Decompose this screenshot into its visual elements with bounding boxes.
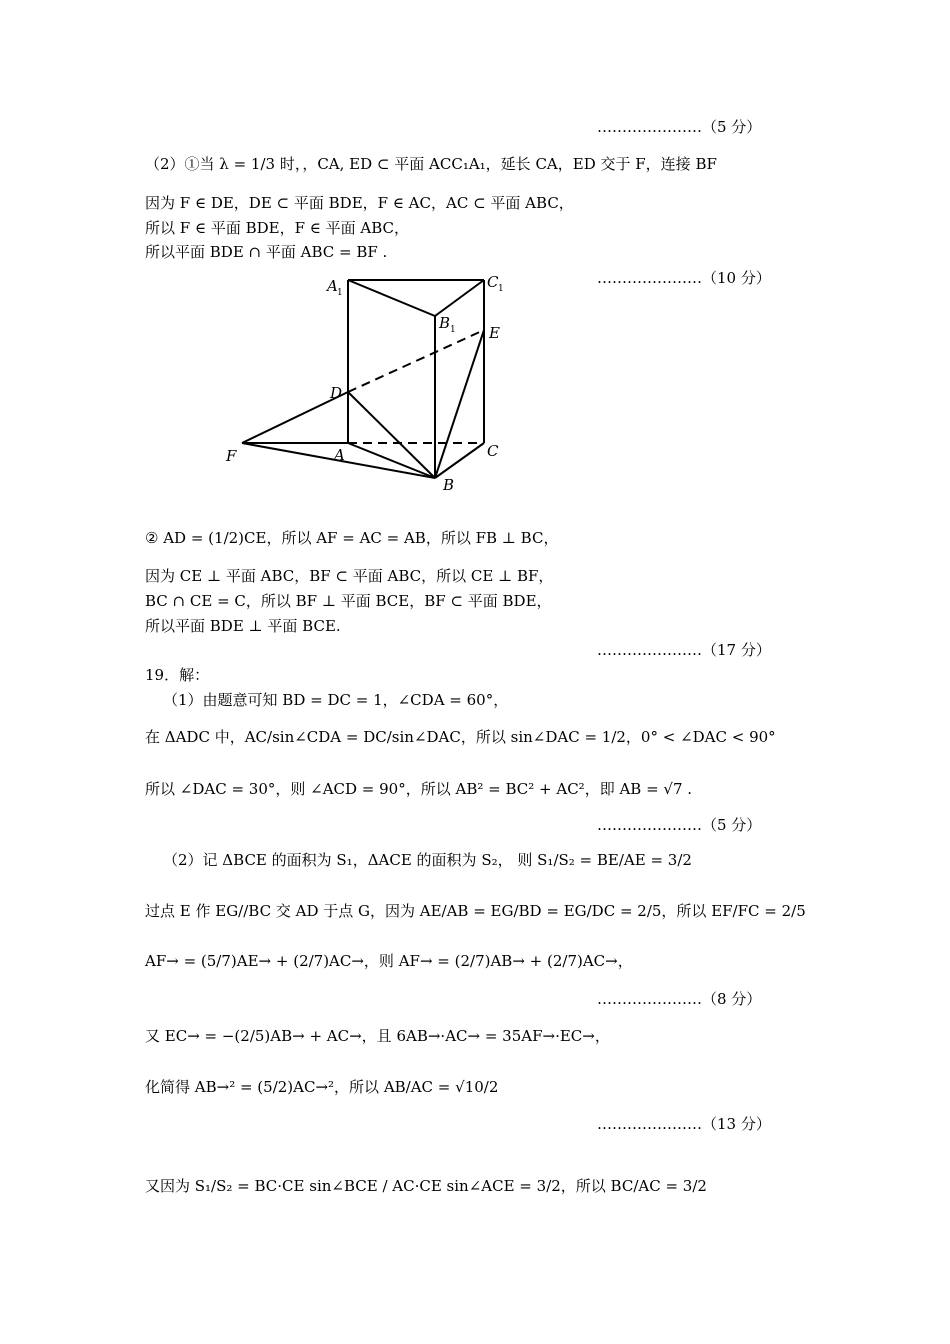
solution-line: 又 EC→ = −(2/5)AB→ + AC→，且 6AB→·AC→ = 35AF→·EC→， [145,1027,610,1045]
score-marker: …………………（8 分） [597,990,762,1008]
label-E: E [489,324,500,342]
label-D: D [330,384,343,402]
score-marker: …………………（13 分） [597,1115,771,1133]
solution-line: 过点 E 作 EG//BC 交 AD 于点 G，因为 AE/AB = EG/BD = EG/DC = 2/5，所以 EF/FC = 2/5 [145,902,806,920]
label-F: F [226,447,237,465]
solution-line: （2）①当 λ = 1/3 时，，CA, ED ⊂ 平面 ACC₁A₁，延长 CA，ED 交于 F，连接 BF [145,155,717,173]
solution-line: 所以平面 BDE ∩ 平面 ABC = BF . [145,243,388,261]
solution-line: ② AD = (1/2)CE，所以 AF = AC = AB，所以 FB ⊥ BC， [145,529,559,547]
solution-line: 又因为 S₁/S₂ = BC·CE sin∠BCE / AC·CE sin∠ACE = 3/2，所以 BC/AC = 3/2 [145,1177,707,1195]
label-A1-sub: 1 [337,288,343,298]
solution-line: AF→ = (5/7)AE→ + (2/7)AC→，则 AF→ = (2/7)AB→ + (2/7)AC→， [145,952,633,970]
solution-line: 因为 CE ⊥ 平面 ABC，BF ⊂ 平面 ABC，所以 CE ⊥ BF， [145,567,554,585]
label-A: A [334,446,345,464]
score-marker: …………………（5 分） [597,118,762,136]
solution-line: 在 ΔADC 中，AC/sin∠CDA = DC/sin∠DAC，所以 sin∠DAC = 1/2，0° < ∠DAC < 90° [145,728,776,746]
label-A1: A [327,277,338,295]
solution-line: （2）记 ΔBCE 的面积为 S₁，ΔACE 的面积为 S₂， 则 S₁/S₂ = BE/AE = 3/2 [163,851,692,869]
label-C: C [487,442,499,460]
label-B1-sub: 1 [450,325,456,335]
solution-line: 所以 F ∈ 平面 BDE，F ∈ 平面 ABC， [145,219,410,237]
label-C1: C [487,273,499,291]
label-C1-sub: 1 [498,284,504,294]
label-B1: B [439,314,451,332]
label-B: B [443,476,455,494]
solution-line: 所以平面 BDE ⊥ 平面 BCE. [145,617,341,635]
solution-line: 化简得 AB→² = (5/2)AC→²，所以 AB/AC = √10/2 [145,1078,499,1096]
question-heading: 19．解： [145,666,210,684]
score-marker: …………………（10 分） [597,269,771,287]
solution-line: 所以 ∠DAC = 30°，则 ∠ACD = 90°，所以 AB² = BC² + AC²，即 AB = √7 . [145,780,693,798]
score-marker: …………………（17 分） [597,641,771,659]
solution-line: （1）由题意可知 BD = DC = 1，∠CDA = 60°， [163,691,509,709]
solution-line: BC ∩ CE = C，所以 BF ⊥ 平面 BCE，BF ⊂ 平面 BDE， [145,592,552,610]
score-marker: …………………（5 分） [597,816,762,834]
solution-line: 因为 F ∈ DE，DE ⊂ 平面 BDE，F ∈ AC，AC ⊂ 平面 ABC， [145,194,574,212]
